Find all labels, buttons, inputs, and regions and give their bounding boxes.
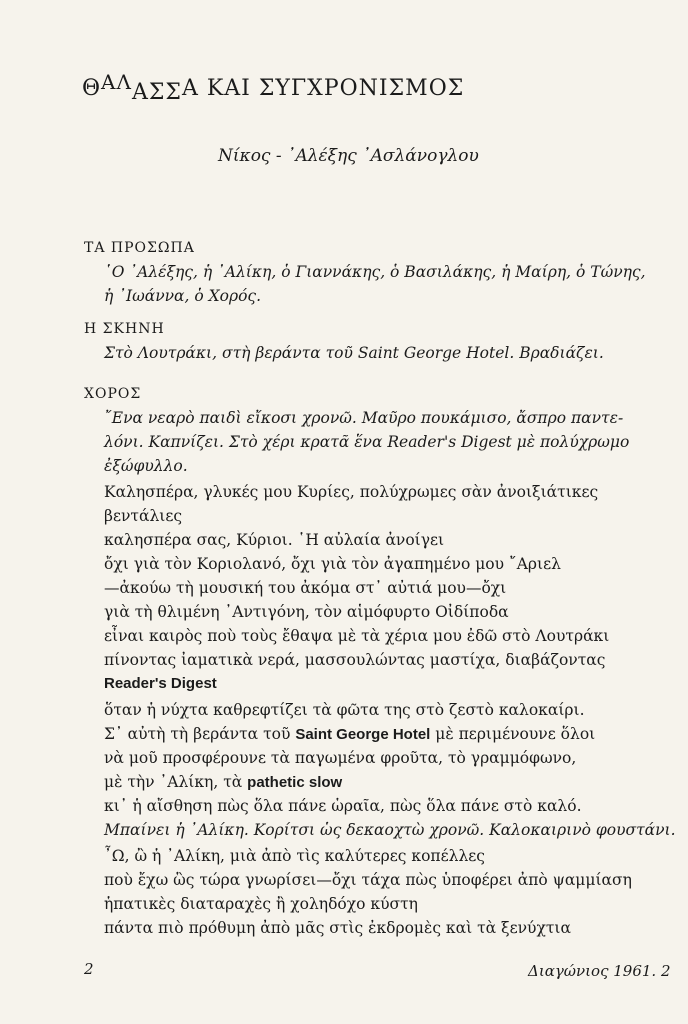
persons-line-1: ῾Ο ᾿Αλέξης, ἡ ᾿Αλίκη, ὁ Γιαννάκης, ὁ Βασιλάκης, ἡ Μαίρη, ὁ Τώνης, [104, 263, 646, 281]
verse-line-7: εἶναι καιρὸς ποὺ τοὺς ἔθαψα μὲ τὰ χέρια μου ἐδῶ στὸ Λουτράκι [104, 627, 610, 645]
verse-line-5: —ἀκούω τὴ μουσική του ἀκόμα στ᾿ αὐτιά μου—ὄχι [104, 579, 507, 597]
stage-direction-2: λόνι. Καπνίζει. Στὸ χέρι κρατᾶ ἕνα Reader's Digest μὲ πολύχρωμο [104, 433, 630, 451]
persons-line-2: ἡ ᾿Ιωάννα, ὁ Χορός. [104, 287, 262, 305]
scene-text-b: . Βραδιάζει. [509, 344, 604, 362]
author-name: Νίκος - ᾿Αλέξης ᾿Ασλάνογλου [218, 146, 479, 166]
verse-line-3: καλησπέρα σας, Κύριοι. ῾Η αὐλαία ἀνοίγει [104, 531, 445, 549]
stage-direction-3: ἐξώφυλλο. [104, 457, 188, 475]
title-rest: Α ΚΑΙ ΣΥΓΧΡΟΝΙΣΜΟΣ [181, 76, 465, 101]
stage-direction-4: Μπαίνει ἡ ᾿Αλίκη. Κορίτσι ὡς δεκαοχτὼ χρονῶ. Καλοκαιρινὸ φουστάνι. [104, 821, 676, 839]
verse-13-a: μὲ τὴν ᾿Αλίκη, τὰ [104, 773, 248, 791]
verse-line-17: ἡπατικὲς διαταραχὲς ἢ χοληδόχο κύστη [104, 895, 418, 913]
verse-line-15: ῏Ω, ὢ ἡ ᾿Αλίκη, μιὰ ἀπὸ τὶς καλύτερες κοπέλλες [104, 847, 485, 865]
title-raised-letters: ΑΛ [101, 70, 132, 94]
scene-text-a: Στὸ Λουτράκι, στὴ βεράντα τοῦ [104, 344, 358, 362]
verse-line-11 [104, 724, 595, 745]
verse-line-13 [104, 772, 342, 793]
persons-heading: ΤΑ ΠΡΟΣΩΠΑ [84, 240, 195, 256]
verse-line-16: ποὺ ἔχω ὣς τώρα γνωρίσει—ὄχι τάχα πὼς ὑποφέρει ἀπὸ ψαμμίαση [104, 871, 632, 889]
verse-line-10: ὅταν ἡ νύχτα καθρεφτίζει τὰ φῶτα της στὸ ζεστὸ καλοκαίρι. [104, 701, 585, 719]
chorus-heading: ΧΟΡΟΣ [84, 386, 142, 402]
verse-line-9: Reader's Digest [104, 675, 217, 692]
verse-11-b: μὲ περιμένουνε ὅλοι [430, 725, 596, 743]
verse-line-18: πάντα πιὸ πρόθυμη ἀπὸ μᾶς στὶς ἐκδρομὲς καὶ τὰ ξενύχτια [104, 919, 571, 937]
stage-direction-1: ῎Ενα νεαρὸ παιδὶ εἴκοσι χρονῶ. Μαῦρο πουκάμισο, ἄσπρο παντε- [104, 409, 624, 427]
scene-hotel-name: Saint George Hotel [357, 344, 510, 362]
verse-11-hotel-name: Saint George Hotel [295, 726, 431, 743]
poem-title [82, 70, 465, 105]
title-first: Θ [82, 76, 102, 101]
verse-line-1: Καλησπέρα, γλυκές μου Κυρίες, πολύχρωμες σὰν ἀνοιξιάτικες [104, 483, 599, 501]
page-number: 2 [84, 960, 94, 978]
scene-heading: Η ΣΚΗΝΗ [84, 321, 165, 337]
title-lowered-letters: ΑΣΣ [131, 80, 182, 105]
verse-line-14: κι᾿ ἡ αἴσθηση πὼς ὅλα πάνε ὡραῖα, πὼς ὅλα πάνε στὸ καλό. [104, 797, 582, 815]
verse-line-8: πίνοντας ἰαματικὰ νερά, μασσουλώντας μαστίχα, διαβάζοντας [104, 651, 606, 669]
verse-line-2: βεντάλιες [104, 507, 183, 525]
verse-line-4: ὄχι γιὰ τὸν Κοριολανό, ὄχι γιὰ τὸν ἀγαπημένο μου ῎Αριελ [104, 555, 561, 573]
verse-line-6: γιὰ τὴ θλιμένη ᾿Αντιγόνη, τὸν αἱμόφυρτο Οἰδίποδα [104, 603, 509, 621]
issue-label: Διαγώνιος 1961. 2 [528, 962, 671, 980]
verse-11-a: Σ᾿ αὐτὴ τὴ βεράντα τοῦ [104, 725, 296, 743]
verse-line-12: νὰ μοῦ προσφέρουνε τὰ παγωμένα φροῦτα, τὸ γραμμόφωνο, [104, 749, 577, 767]
scene-line [104, 343, 604, 363]
verse-13-english: pathetic slow [247, 774, 343, 791]
